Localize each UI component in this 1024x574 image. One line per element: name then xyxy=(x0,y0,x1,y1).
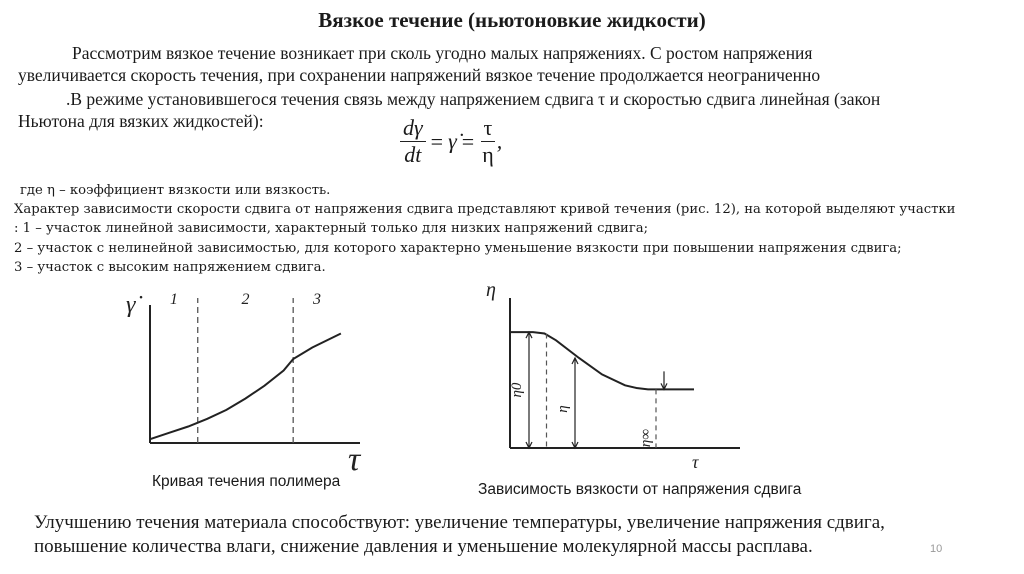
formula-den-2: η xyxy=(482,142,494,167)
viscosity-curve-line xyxy=(510,332,694,389)
flow-curve-caption: Кривая течения полимера xyxy=(152,473,341,490)
definition-line-3: : 1 – участок линейной зависимости, характерный только для низких напряжений сдвига; xyxy=(14,221,649,236)
region-label-3: 3 xyxy=(313,291,322,308)
page-number: 10 xyxy=(930,543,943,555)
definition-line-4: 2 – участок с нелинейной зависимостью, для которого характерно уменьшение вязкости при повышении напряжения сдвига; xyxy=(14,241,902,256)
intro-line-3: .В режиме установившегося течения связь между напряжением сдвига τ и скоростью сдвига линейная (закон xyxy=(66,89,881,109)
intro-line-1: Рассмотрим вязкое течение возникает при сколь угодно малых напряжениях. С ростом напряжения xyxy=(72,43,813,63)
viscosity-chart-caption: Зависимость вязкости от напряжения сдвига xyxy=(478,481,802,498)
definition-line-5: 3 – участок с высоким напряжением сдвига. xyxy=(14,260,326,275)
definition-line-2: Характер зависимости скорости сдвига от напряжения сдвига представляют кривой течения (рис. 12), на которой выделяют участки xyxy=(14,202,956,217)
formula-gamma-dot: γ̇ xyxy=(448,128,457,154)
flow-curve-line xyxy=(150,334,341,440)
formula-den-1: dt xyxy=(404,142,422,167)
region-label-2: 2 xyxy=(241,291,250,308)
slide-title: Вязкое течение (ньютоновкие жидкости) xyxy=(318,8,706,32)
eta-inf-label: η∞ xyxy=(638,428,654,448)
region-label-1: 1 xyxy=(169,291,178,308)
chart1-x-label: τ xyxy=(348,441,361,478)
eta-label: η xyxy=(555,405,571,413)
chart2-y-label: η xyxy=(486,279,496,301)
conclusion-line-1: Улучшению течения материала способствуют: увеличение температуры, увеличение напряжения сдвига, xyxy=(34,512,885,533)
definition-line-1: где η – коэффициент вязкости или вязкость. xyxy=(20,183,331,198)
chart2-x-label: τ xyxy=(692,452,699,472)
viscosity-chart xyxy=(470,268,760,478)
formula-num-1: dγ xyxy=(400,115,426,142)
flow-curve-chart xyxy=(110,280,380,480)
newton-formula xyxy=(400,115,502,168)
formula-num-2: τ xyxy=(481,115,496,142)
chart1-y-label: γ̇ xyxy=(126,292,136,318)
formula-comma: , xyxy=(496,128,503,154)
eta0-label: η0 xyxy=(509,382,525,398)
intro-line-2: увеличивается скорость течения, при сохранении напряжений вязкое течение продолжается неограниченно xyxy=(18,65,821,85)
intro-line-4: Ньютона для вязких жидкостей): xyxy=(18,111,264,131)
formula-fraction-dgamma-dt xyxy=(400,115,426,168)
formula-eq-1: = xyxy=(430,128,444,154)
formula-fraction-tau-eta xyxy=(479,115,497,168)
formula-eq-2: = xyxy=(461,128,475,154)
conclusion-line-2: повышение количества влаги, снижение давления и уменьшение молекулярной массы расплава. xyxy=(34,536,813,557)
